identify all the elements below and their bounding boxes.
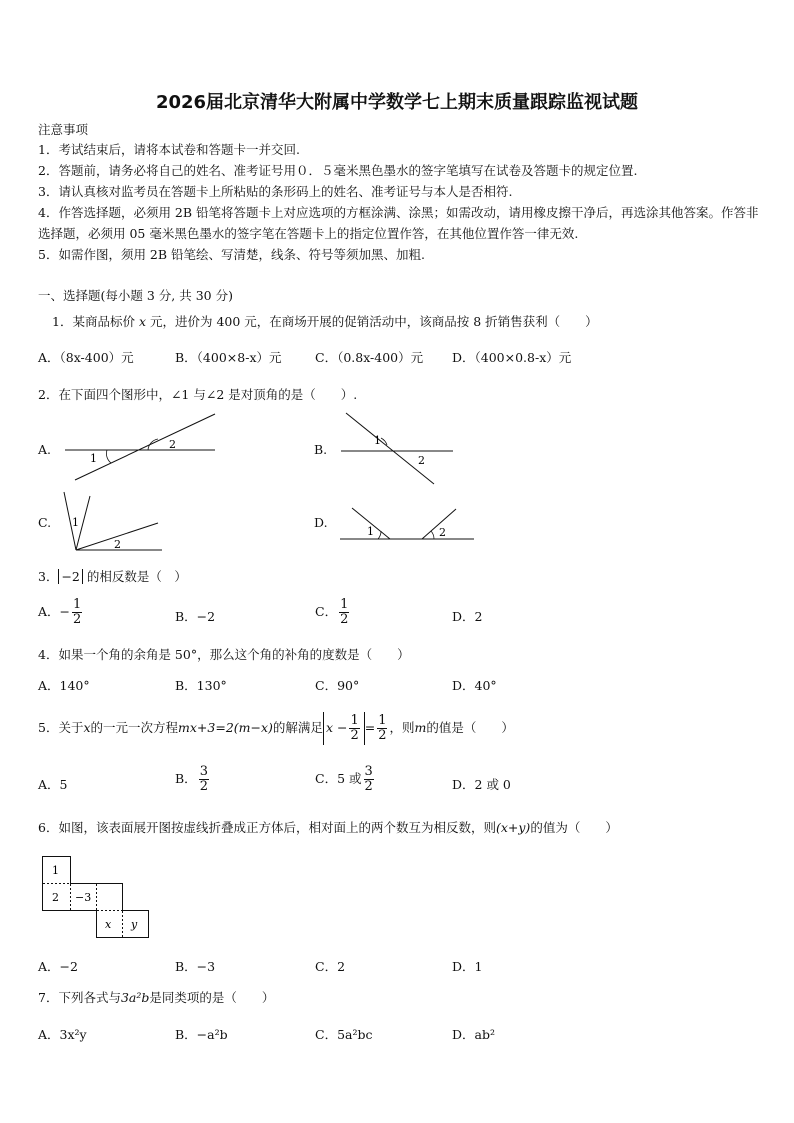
q6-cube-net bbox=[42, 856, 154, 940]
note-item-3: 3．请认真核对监考员在答题卡上所粘贴的条形码上的姓名、准考证号与本人是否相符. bbox=[38, 184, 513, 199]
q2-b-angle2: 2 bbox=[418, 454, 425, 467]
q6-cell-x: x bbox=[105, 918, 112, 931]
q3-stem: 3． −2 的相反数是（ ） bbox=[38, 569, 187, 584]
q3-option-b[interactable]: B．−2 bbox=[175, 609, 216, 624]
q4-option-d[interactable]: D．40° bbox=[452, 678, 497, 693]
q2-figure-a bbox=[60, 412, 220, 484]
q4-option-a[interactable]: A．140° bbox=[38, 678, 90, 693]
q6-cell-2: 2 bbox=[52, 891, 59, 904]
q6-cell-y: y bbox=[131, 918, 138, 931]
note-item-5: 5．如需作图，须用 2B 铅笔绘、写清楚，线条、符号等须加黑、加粗. bbox=[38, 247, 426, 262]
q4-option-b[interactable]: B．130° bbox=[175, 678, 227, 693]
q2-option-d-label[interactable]: D. bbox=[314, 515, 328, 530]
q6-cell-1: 1 bbox=[52, 864, 59, 877]
q7-expression: 3a²b bbox=[120, 990, 150, 1005]
q6-option-d[interactable]: D．1 bbox=[452, 959, 483, 974]
q2-a-angle1: 1 bbox=[90, 452, 97, 465]
q2-figure-d bbox=[338, 505, 478, 543]
q7-stem: 7．下列各式与3a²b是同类项的是（ ） bbox=[38, 990, 275, 1005]
q2-a-angle2: 2 bbox=[169, 438, 176, 451]
note-item-2: 2．答题前，请务必将自己的姓名、准考证号用０．５毫米黑色墨水的签字笔填写在试卷及答题卡的规定位置. bbox=[38, 163, 638, 178]
q7-option-b[interactable]: B．−a²b bbox=[175, 1027, 228, 1042]
q5-option-c[interactable]: C．5 或 $\frac{3}{2}$ bbox=[315, 764, 373, 794]
note-item-1: 1．考试结束后，请将本试卷和答题卡一并交回. bbox=[38, 142, 300, 157]
q2-option-b-label[interactable]: B. bbox=[314, 442, 328, 457]
q1-option-a[interactable]: A．（8x-400）元 bbox=[38, 350, 134, 365]
q3-option-a[interactable]: A．− $\frac{1}{2}$ bbox=[38, 597, 82, 627]
q6-stem: 6．如图，该表面展开图按虚线折叠成正方体后，相对面上的两个数互为相反数，则(x+y)的值为（ ） bbox=[38, 820, 618, 835]
q6-option-b[interactable]: B．−3 bbox=[175, 959, 216, 974]
q5-equation: mx+3=2(m−x) bbox=[178, 720, 273, 735]
q2-option-c-label[interactable]: C. bbox=[38, 515, 52, 530]
page-title: 2026届北京清华大附属中学数学七上期末质量跟踪监视试题 bbox=[155, 92, 639, 113]
q6-option-c[interactable]: C．2 bbox=[315, 959, 346, 974]
q6-cell-neg3: −3 bbox=[75, 891, 92, 904]
q3-option-c[interactable]: C． $\frac{1}{2}$ bbox=[315, 597, 349, 627]
section-heading: 一、选择题(每小题 3 分, 共 30 分) bbox=[38, 288, 233, 303]
q4-stem: 4．如果一个角的余角是 50°，那么这个角的补角的度数是（ ） bbox=[38, 647, 410, 662]
q5-option-d[interactable]: D．2 或 0 bbox=[452, 777, 511, 792]
q7-option-a[interactable]: A．3x²y bbox=[38, 1027, 87, 1042]
q2-c-angle1: 1 bbox=[72, 516, 79, 529]
q2-d-angle2: 2 bbox=[439, 526, 446, 539]
q4-option-c[interactable]: C．90° bbox=[315, 678, 360, 693]
q1-option-b[interactable]: B．（400×8-x）元 bbox=[175, 350, 282, 365]
q2-b-angle1: 1 bbox=[374, 434, 381, 447]
q6-expression: (x+y) bbox=[495, 820, 531, 835]
q2-figure-c bbox=[58, 488, 168, 556]
q5-stem: 5．关于x的一元一次方程mx+3=2(m−x)的解满足 x − $\frac{1}{2}$ = $\frac{1}{2}$ ，则m的值是（ ） bbox=[38, 713, 514, 743]
q1-option-c[interactable]: C．（0.8x-400）元 bbox=[315, 350, 424, 365]
q2-option-a-label[interactable]: A. bbox=[38, 442, 52, 457]
q2-stem: 2．在下面四个图形中，∠1 与∠2 是对顶角的是（ ）. bbox=[38, 387, 358, 402]
q1-stem: 1．某商品标价 x 元，进价为 400 元，在商场开展的促销活动中，该商品按 8 折销售获利（ ） bbox=[52, 314, 598, 329]
q3-abs-value: −2 bbox=[58, 569, 82, 584]
notes-heading: 注意事项 bbox=[38, 122, 89, 137]
q2-c-angle2: 2 bbox=[114, 538, 121, 551]
q7-option-c[interactable]: C．5a²bc bbox=[315, 1027, 373, 1042]
q5-option-a[interactable]: A．5 bbox=[38, 777, 68, 792]
note-item-4: 4．作答选择题，必须用 2B 铅笔将答题卡上对应选项的方框涂满、涂黑；如需改动，请用橡皮擦干净后，再选涂其他答案。作答非选择题，必须用 05 毫米黑色墨水的签字笔在答题卡上的指定位置作答，在其他位置作答一律无效. bbox=[38, 205, 759, 241]
q3-option-d[interactable]: D．2 bbox=[452, 609, 483, 624]
q5-option-b[interactable]: B． $\frac{3}{2}$ bbox=[175, 764, 208, 794]
q7-option-d[interactable]: D．ab² bbox=[452, 1027, 495, 1042]
q1-option-d[interactable]: D．（400×0.8-x）元 bbox=[452, 350, 572, 365]
q2-d-angle1: 1 bbox=[367, 525, 374, 538]
q6-option-a[interactable]: A．−2 bbox=[38, 959, 78, 974]
q2-figure-b bbox=[338, 410, 458, 486]
